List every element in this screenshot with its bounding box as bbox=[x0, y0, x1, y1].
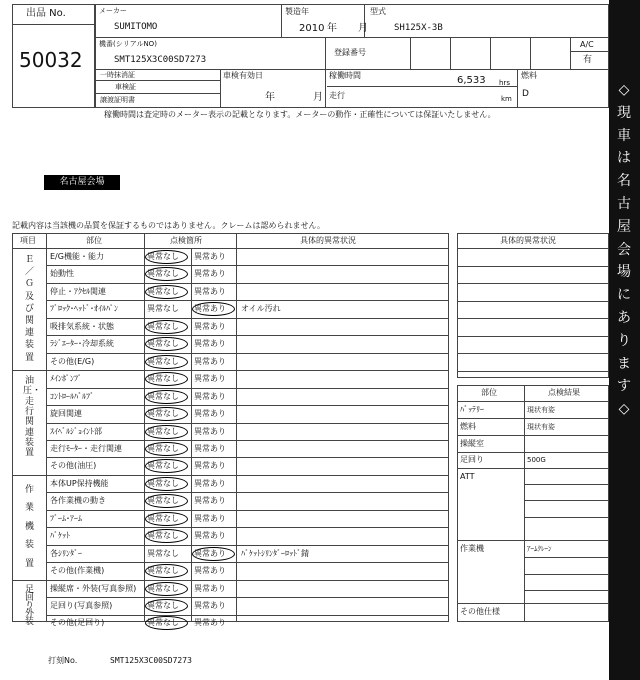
doc-transfer-cert: 譲渡証明書 bbox=[100, 96, 135, 104]
abnormal-option: 異常あり bbox=[194, 269, 226, 279]
results-part: その他仕様 bbox=[460, 607, 500, 616]
sidebar-char: は bbox=[617, 150, 631, 167]
group-label: 油圧・走行関連装置 bbox=[23, 376, 42, 459]
normal-option: 異常なし bbox=[147, 443, 179, 453]
row-part: E/G機能・能力 bbox=[50, 252, 104, 261]
check-circle-mark bbox=[145, 320, 188, 334]
table-row-divider bbox=[12, 370, 449, 371]
abnormal-option: 異常あり bbox=[194, 374, 226, 384]
row-part: その他(E/G) bbox=[50, 356, 95, 366]
abnormal-option: 異常あり bbox=[194, 583, 226, 593]
check-circle-mark bbox=[192, 547, 235, 561]
row-part: 走行ﾓｰﾀｰ・走行関連 bbox=[50, 443, 122, 453]
inspection-label: 車検有効日 bbox=[223, 71, 263, 80]
hours-label: 稼働時間 bbox=[329, 71, 361, 80]
results-value: 500G bbox=[527, 456, 546, 464]
results-row-divider bbox=[457, 435, 609, 436]
travel-label: 走行 bbox=[329, 91, 345, 100]
table-row-divider bbox=[46, 457, 449, 458]
abnormal-option: 異常あり bbox=[194, 391, 226, 401]
check-circle-mark bbox=[145, 616, 188, 630]
abnormal-option: 異常あり bbox=[194, 513, 226, 523]
abnormal-option: 異常あり bbox=[194, 461, 226, 471]
abnormal-option: 異常あり bbox=[194, 618, 226, 628]
abnormal-option: 異常あり bbox=[194, 339, 226, 349]
model-label: 型式 bbox=[370, 7, 386, 16]
sidebar-char: 車 bbox=[617, 127, 631, 144]
stamp-label: 打刻No. bbox=[48, 656, 78, 665]
header-part: 部位 bbox=[86, 236, 102, 245]
table-row-divider bbox=[46, 335, 449, 336]
results-part: 作業機 bbox=[460, 544, 484, 553]
detail-line bbox=[457, 353, 609, 354]
results-part: ATT bbox=[460, 472, 475, 481]
table-row-divider bbox=[46, 353, 449, 354]
row-part: 吸排気系統・状態 bbox=[50, 321, 114, 331]
abnormal-option: 異常あり bbox=[194, 426, 226, 436]
normal-option: 異常なし bbox=[147, 531, 179, 541]
row-part: その他(油圧) bbox=[50, 461, 97, 471]
table-row-divider bbox=[46, 388, 449, 389]
abnormal-option: 異常あり bbox=[194, 531, 226, 541]
maker-value: SUMITOMO bbox=[114, 22, 158, 32]
check-circle-mark bbox=[145, 512, 188, 526]
normal-option: 異常なし bbox=[147, 304, 179, 314]
row-part: 旋回関連 bbox=[50, 409, 82, 419]
row-detail: ﾊﾞｹｯﾄｼﾘﾝﾀﾞｰﾛｯﾄﾞ錆 bbox=[241, 548, 309, 558]
row-part: ﾌﾞﾛｯｸ･ﾍｯﾄﾞ･ｵｲﾙﾊﾟﾝ bbox=[50, 304, 118, 314]
table-row-divider bbox=[46, 545, 449, 546]
serial-value: SMT125X3C00SD7273 bbox=[114, 55, 207, 65]
maker-label: メーカー bbox=[99, 7, 127, 15]
results-sub-divider bbox=[524, 517, 609, 518]
detail-line bbox=[457, 283, 609, 284]
abnormal-option: 異常あり bbox=[194, 304, 226, 314]
abnormal-option: 異常あり bbox=[194, 478, 226, 488]
doc-inspection-cert: 車検証 bbox=[115, 83, 136, 91]
sidebar-char: あ bbox=[617, 310, 631, 326]
table-row-divider bbox=[46, 405, 449, 406]
table-row-divider bbox=[46, 423, 449, 424]
sidebar-char: す bbox=[617, 378, 631, 395]
results-value: ｱｰﾑｸﾚｰﾝ bbox=[527, 545, 552, 553]
results-sub-divider bbox=[524, 574, 609, 575]
results-row-divider bbox=[457, 452, 609, 453]
sidebar-char: 会 bbox=[617, 241, 631, 258]
results-value: 現状有姿 bbox=[527, 406, 555, 414]
normal-option: 異常なし bbox=[147, 321, 179, 331]
check-circle-mark bbox=[145, 582, 188, 596]
detail-line bbox=[457, 336, 609, 337]
results-sub-divider bbox=[457, 603, 609, 604]
normal-option: 異常なし bbox=[147, 548, 179, 558]
registration-label: 登録番号 bbox=[334, 48, 366, 57]
group-label: 足回り外装 bbox=[24, 584, 34, 627]
results-sub-divider bbox=[524, 500, 609, 501]
abnormal-option: 異常あり bbox=[194, 601, 226, 610]
normal-option: 異常なし bbox=[147, 269, 179, 279]
abnormal-option: 異常あり bbox=[194, 286, 226, 296]
abnormal-option: 異常あり bbox=[194, 252, 226, 261]
inspection-month-unit: 月 bbox=[313, 92, 323, 103]
normal-option: 異常なし bbox=[147, 618, 179, 628]
sidebar-char: ま bbox=[617, 355, 631, 372]
row-part: ﾒｲﾝﾎﾟﾝﾌﾟ bbox=[50, 374, 82, 384]
sidebar-char: に bbox=[617, 287, 631, 304]
check-circle-mark bbox=[145, 477, 188, 491]
abnormal-option: 異常あり bbox=[194, 566, 226, 576]
group-label: 作業機装置 bbox=[24, 484, 34, 569]
table-row-divider bbox=[46, 562, 449, 563]
km-unit: km bbox=[501, 95, 512, 103]
table-row-divider bbox=[12, 580, 449, 581]
table-row-divider bbox=[46, 265, 449, 266]
ac-value: 有 bbox=[583, 55, 593, 65]
abnormal-option: 異常あり bbox=[194, 443, 226, 453]
fuel-value: D bbox=[522, 89, 529, 99]
check-circle-mark bbox=[145, 564, 188, 578]
stamp-value: SMT125X3C00SD7273 bbox=[110, 656, 192, 665]
serial-label: 機番(シリアルNO) bbox=[99, 40, 157, 48]
year-label: 製造年 bbox=[285, 7, 309, 16]
sidebar-char: ◇ bbox=[618, 401, 630, 418]
group-label: Ｅ／Ｇ及び関連装置 bbox=[24, 255, 34, 363]
results-part: ﾊﾞｯﾃﾘｰ bbox=[460, 405, 484, 414]
row-part: ﾊﾞｹｯﾄ bbox=[50, 531, 70, 541]
sidebar-char: り bbox=[617, 332, 631, 349]
normal-option: 異常なし bbox=[147, 566, 179, 576]
inspection-year-unit: 年 bbox=[265, 92, 275, 103]
row-part: その他(足回り) bbox=[50, 618, 105, 628]
lot-label: 出品 No. bbox=[26, 8, 66, 19]
month-unit: 月 bbox=[358, 23, 368, 34]
results-row-divider bbox=[457, 418, 609, 419]
table-row-divider bbox=[46, 492, 449, 493]
normal-option: 異常なし bbox=[147, 426, 179, 436]
normal-option: 異常なし bbox=[147, 409, 179, 419]
sidebar-char: 現 bbox=[617, 104, 631, 121]
results-sub-divider bbox=[524, 484, 609, 485]
check-circle-mark bbox=[145, 442, 188, 456]
doc-temp-cancel: 一時抹消証 bbox=[100, 71, 135, 79]
check-circle-mark bbox=[145, 285, 188, 299]
table-row-divider bbox=[46, 597, 449, 598]
abnormal-option: 異常あり bbox=[194, 496, 226, 506]
normal-option: 異常なし bbox=[147, 583, 179, 593]
year-value: 2010 bbox=[299, 23, 325, 34]
row-part: 各作業機の動き bbox=[50, 496, 106, 506]
right-detail-header: 具体的異常状況 bbox=[500, 236, 556, 245]
normal-option: 異常なし bbox=[147, 391, 179, 401]
detail-line bbox=[457, 371, 609, 372]
header-check: 点検箇所 bbox=[170, 236, 202, 245]
table-row-divider bbox=[46, 527, 449, 528]
hours-value: 6,533 bbox=[457, 75, 486, 86]
normal-option: 異常なし bbox=[147, 478, 179, 488]
results-row-divider bbox=[457, 468, 609, 469]
results-table bbox=[457, 385, 609, 622]
row-part: ｽｲﾍﾞﾙｼﾞｮｲﾝﾄ部 bbox=[50, 426, 102, 436]
table-row-divider bbox=[46, 510, 449, 511]
normal-option: 異常なし bbox=[147, 286, 179, 296]
results-sub-divider bbox=[457, 540, 609, 541]
year-unit: 年 bbox=[327, 23, 337, 34]
normal-option: 異常なし bbox=[147, 496, 179, 506]
row-part: 始動性 bbox=[50, 269, 74, 279]
results-sub-divider bbox=[524, 590, 609, 591]
results-part: 操縦室 bbox=[460, 439, 484, 448]
table-row-divider bbox=[46, 283, 449, 284]
header-detail: 具体的異常状況 bbox=[300, 236, 356, 245]
ac-label: A/C bbox=[580, 40, 594, 49]
normal-option: 異常なし bbox=[147, 601, 179, 610]
table-row-divider bbox=[46, 615, 449, 616]
table-row-divider bbox=[46, 318, 449, 319]
venue-badge: 名古屋会場 bbox=[44, 175, 120, 190]
results-header-result: 点検結果 bbox=[548, 388, 580, 397]
check-circle-mark bbox=[145, 407, 188, 421]
abnormal-option: 異常あり bbox=[194, 356, 226, 366]
table-row-divider bbox=[46, 440, 449, 441]
header-item: 項目 bbox=[20, 236, 36, 245]
normal-option: 異常なし bbox=[147, 461, 179, 471]
check-circle-mark bbox=[145, 250, 188, 264]
sidebar-char: 名 bbox=[617, 173, 631, 190]
row-part: 各ｼﾘﾝﾀﾞｰ bbox=[50, 548, 82, 558]
check-circle-mark bbox=[145, 425, 188, 439]
results-row-divider bbox=[457, 401, 609, 402]
row-part: ﾌﾞｰﾑ･ｱｰﾑ bbox=[50, 513, 82, 523]
normal-option: 異常なし bbox=[147, 374, 179, 384]
check-circle-mark bbox=[145, 390, 188, 404]
row-part: その他(作業機) bbox=[50, 566, 105, 576]
table-row-divider bbox=[46, 300, 449, 301]
detail-line bbox=[457, 266, 609, 267]
table-row-divider bbox=[12, 475, 449, 476]
detail-line bbox=[457, 318, 609, 319]
sidebar-char: 古 bbox=[617, 196, 631, 212]
normal-option: 異常なし bbox=[147, 356, 179, 366]
abnormal-option: 異常あり bbox=[194, 548, 226, 558]
row-part: 操縦席・外装(写真参照) bbox=[50, 583, 137, 593]
row-detail: オイル汚れ bbox=[241, 304, 281, 314]
check-circle-mark bbox=[145, 355, 188, 369]
row-part: 本体UP保持機能 bbox=[50, 478, 109, 488]
sidebar-char: 場 bbox=[617, 264, 631, 281]
row-part: 停止・ｱｸｾﾙ関連 bbox=[50, 286, 106, 296]
lot-number: 50032 bbox=[19, 48, 83, 72]
hours-note: 稼働時間は査定時のメーター表示の記載となります。メーターの動作・正確性については保証いたしません。 bbox=[104, 110, 496, 119]
fuel-label: 燃料 bbox=[521, 71, 537, 80]
check-circle-mark bbox=[145, 599, 188, 613]
results-header-part: 部位 bbox=[481, 388, 497, 397]
normal-option: 異常なし bbox=[147, 513, 179, 523]
row-part: ｺﾝﾄﾛｰﾙﾊﾞﾙﾌﾞ bbox=[50, 391, 94, 401]
abnormal-option: 異常あり bbox=[194, 321, 226, 331]
row-part: ﾗｼﾞｴｰﾀｰ･冷却系統 bbox=[50, 339, 114, 349]
hrs-unit: hrs bbox=[499, 79, 510, 87]
model-value: SH125X-3B bbox=[394, 23, 443, 33]
normal-option: 異常なし bbox=[147, 339, 179, 349]
results-part: 足回り bbox=[460, 455, 484, 464]
row-part: 足回り(写真参照) bbox=[50, 601, 113, 610]
results-sub-divider bbox=[524, 557, 609, 558]
right-detail-box bbox=[457, 233, 609, 378]
sidebar-char: ◇ bbox=[618, 82, 630, 98]
results-value: 現状有姿 bbox=[527, 423, 555, 431]
normal-option: 異常なし bbox=[147, 252, 179, 261]
detail-line bbox=[457, 301, 609, 302]
sidebar-char: 屋 bbox=[617, 218, 631, 235]
results-part: 燃料 bbox=[460, 422, 476, 431]
disclaimer: 記載内容は当該機の品質を保証するものではありません。クレームは認められません。 bbox=[12, 221, 325, 230]
abnormal-option: 異常あり bbox=[194, 409, 226, 419]
